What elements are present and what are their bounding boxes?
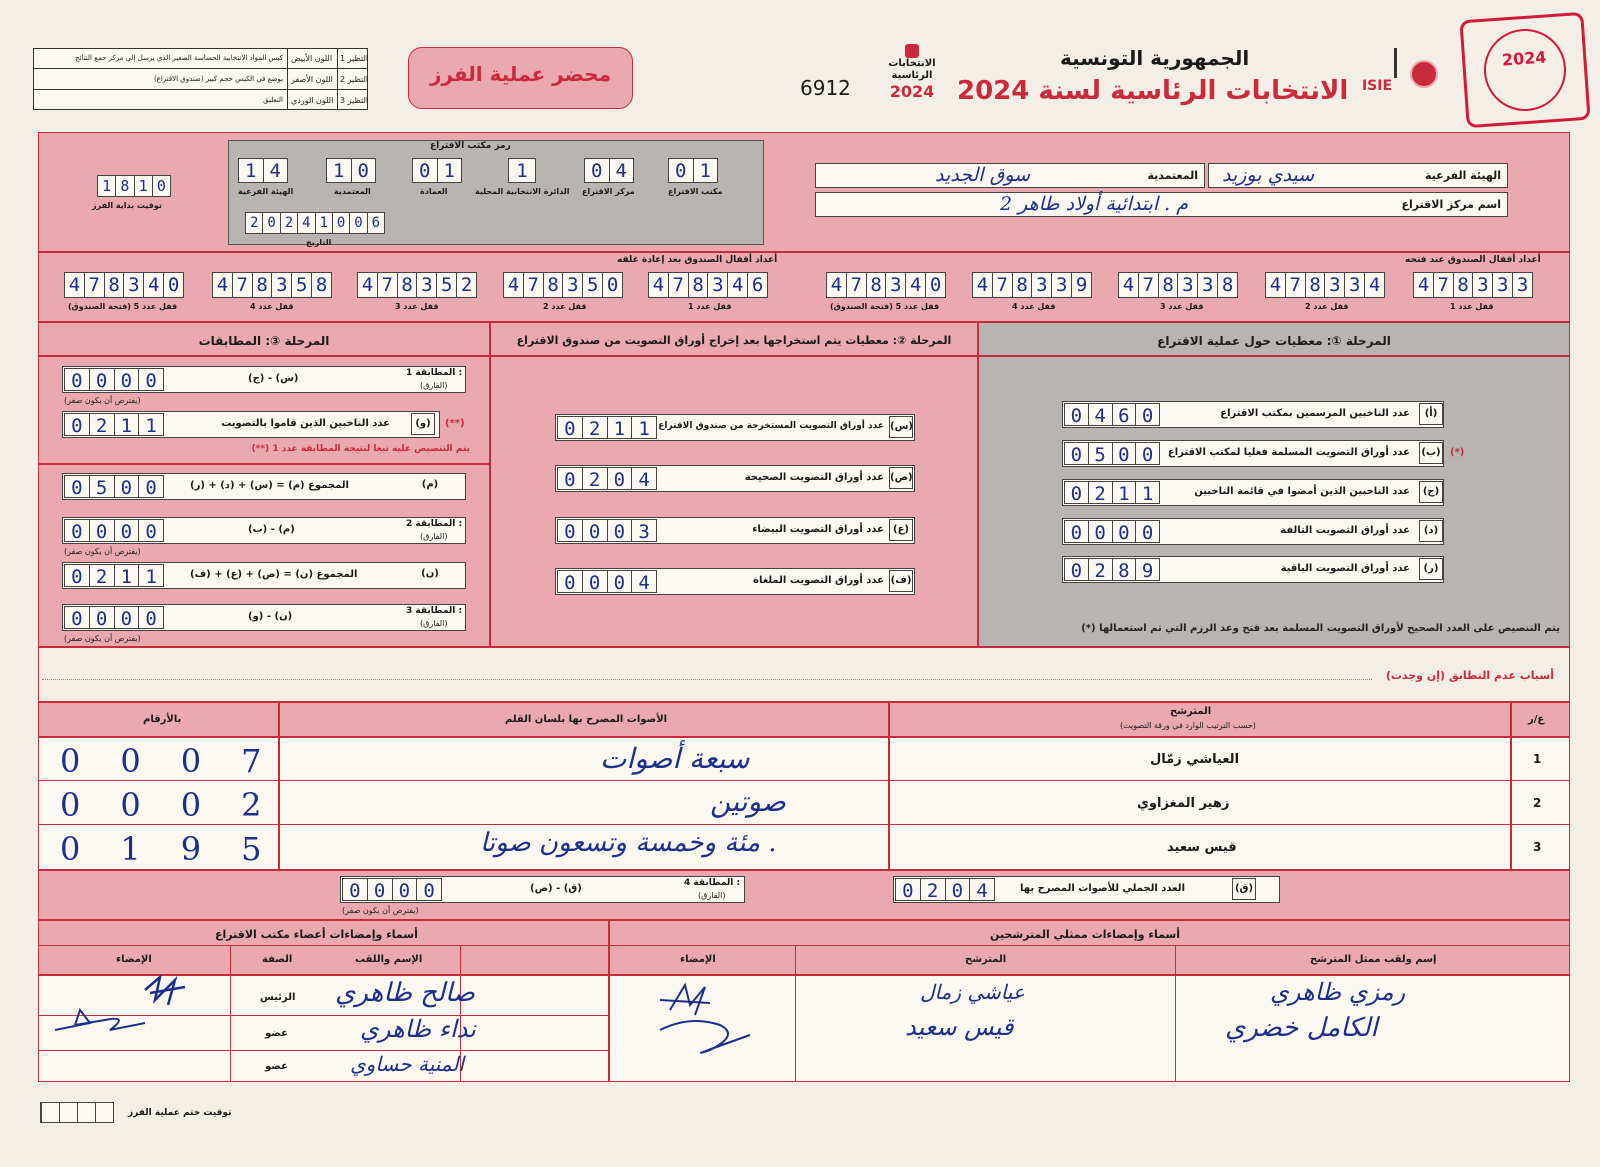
stage2-value-sad: 0 2 0 4: [557, 467, 657, 490]
sum-m-label: المجموع (م) = (س) + (د) + (ر): [190, 480, 349, 491]
lock-close-1-label: قفل عدد 1: [688, 302, 732, 311]
m2-label: المطابقة 2 :: [406, 519, 463, 529]
m3-label: المطابقة 3 :: [406, 606, 463, 616]
m3-sub: (الفارق): [420, 619, 448, 628]
lock-open-4: 4 7 8 3 3 9: [972, 272, 1092, 298]
m2-value: 0 0 0 0: [64, 519, 164, 542]
member-1-role: الرئيس: [260, 992, 296, 1003]
lock-close-3: 4 7 8 3 5 2: [357, 272, 477, 298]
stage2-label-s: عدد أوراق التصويت المستخرجة من صندوق الاقتراع: [658, 421, 884, 431]
stage1-letter-a: (أ): [1419, 403, 1443, 425]
results-col-candidate-sub: (حسب الترتيب الوارد في ورقة التصويت): [1120, 721, 1256, 730]
sum-m-letter: (م): [421, 479, 439, 490]
digit: 1: [315, 213, 332, 233]
logo-text: الانتخابات الرئاسية: [888, 58, 936, 81]
code-box-5: [584, 158, 634, 183]
lock-open-5: 4 7 8 3 4 0: [826, 272, 946, 298]
stage1-letter-c: (ج): [1419, 481, 1443, 503]
end-time-box: [40, 1102, 114, 1123]
results-col-digits: بالأرقام: [143, 714, 182, 725]
results-col-num: ع/ر: [1528, 714, 1545, 725]
envelope-1-color: اللون الأبيض: [291, 54, 333, 63]
result-1-name: العياشي زمّال: [1150, 752, 1240, 767]
sum-m-value: 0 5 0 0: [64, 475, 164, 498]
m2-sub: (الفارق): [420, 532, 448, 541]
m2-formula: (ب) - (م): [248, 524, 295, 535]
isie-text: ISIE: [1361, 78, 1393, 94]
result-2-words: صوتين: [710, 785, 786, 818]
date-box: [245, 212, 385, 234]
digit: 1: [245, 160, 257, 182]
m1-formula: (ج) - (س): [248, 373, 299, 384]
lock-close-5-label: قفل عدد 5 (فتحة الصندوق): [68, 302, 178, 311]
result-1-digits: 0007: [60, 742, 302, 780]
member-2-name: نداء ظاهري: [360, 1015, 476, 1043]
result-3-num: 3: [1533, 840, 1542, 854]
result-1-num: 1: [1533, 752, 1542, 766]
official-stamp: [1459, 12, 1590, 128]
polling-code-title: رمز مكتب الاقتراع: [430, 141, 511, 151]
lock-close-2: 4 7 8 3 5 0: [503, 272, 623, 298]
lock-open-3: 4 7 8 3 3 8: [1118, 272, 1238, 298]
reps-title: أسماء وإمضاءات ممثلي المترشحين: [990, 928, 1181, 941]
total-label: العدد الجملي للأصوات المصرح بها: [1020, 883, 1185, 894]
lock-close-1: 4 7 8 3 4 6: [648, 272, 768, 298]
lock-open-2: 4 7 8 3 3 4: [1265, 272, 1385, 298]
code-label-1: الهيئة الفرعية: [238, 187, 294, 196]
locks-close-title: أعداد أقفال الصندوق بعد إعادة غلقه: [617, 255, 778, 265]
m4-value: 0 0 0 0: [342, 878, 442, 901]
envelope-3-desc: التعليق: [263, 96, 283, 104]
locks-open-title: أعداد أقفال الصندوق عند فتحه: [1405, 255, 1541, 265]
delegation-field: المعتمدية: [815, 163, 1205, 188]
digit: 0: [591, 160, 603, 182]
members-title: أسماء وإمضاءات أعضاء مكتب الاقتراع: [215, 928, 418, 941]
m4-formula: (ص) - (ق): [530, 883, 582, 894]
totals-section: [38, 870, 1570, 920]
member-col-name: الإسم واللقب: [355, 954, 423, 965]
stage1-letter-r: (ر): [1419, 558, 1443, 580]
lock-close-2-label: قفل عدد 2: [543, 302, 587, 311]
digit: 0: [419, 160, 431, 182]
digit: 1: [333, 160, 345, 182]
digit: 0: [675, 160, 687, 182]
stage1-value-a: 0 4 6 0: [1064, 403, 1160, 426]
voters-value: 0 2 1 1: [64, 413, 164, 436]
ballot-icon: [905, 44, 919, 58]
election-title: الانتخابات الرئاسية لسنة 2024: [957, 76, 1349, 106]
isie-lines-icon: [1357, 48, 1397, 78]
stage1-title: المرحلة ①: معطيات حول عملية الاقتراع: [1157, 334, 1391, 348]
digit: 4: [609, 159, 634, 182]
member-1-name: صالح ظاهري: [335, 978, 475, 1008]
member-3-role: عضو: [265, 1061, 288, 1072]
lock-close-4-label: قفل عدد 4: [250, 302, 294, 311]
rep-1-signature: [660, 985, 710, 1015]
stage2-value-s: 0 2 1 1: [557, 416, 657, 439]
code-label-5: مركز الاقتراع: [582, 187, 635, 196]
stamp-year: 2024: [1501, 47, 1548, 70]
lock-open-3-label: قفل عدد 3: [1160, 302, 1204, 311]
member-signatures: [50, 975, 230, 1075]
stage1-value-c: 0 2 1 1: [1064, 481, 1160, 504]
code-label-6: مكتب الاقتراع: [668, 187, 723, 196]
envelope-3-number: التظير 3: [340, 96, 369, 105]
m3-zero-note: (يفترض أن يكون صفر): [64, 634, 141, 643]
isie-logo: [1345, 48, 1409, 116]
digit: 1: [102, 177, 112, 195]
stage2-value-ain: 0 0 0 3: [557, 519, 657, 542]
lock-close-5: 4 7 8 3 4 0: [64, 272, 184, 298]
digit: 8: [115, 176, 133, 196]
m1-value: 0 0 0 0: [64, 368, 164, 391]
rep-col-candidate: المترشح: [965, 954, 1007, 965]
envelope-3-color: اللون الوردي: [291, 96, 334, 105]
code-box-4: [508, 158, 536, 183]
stage1-note: (*) يتم التنصيص على العدد الصحيح لأوراق التصويت المسلمة بعد فتح وعد الرزم التي تم استعمالها: [1081, 623, 1560, 634]
stage2-letter-s: (س): [889, 416, 913, 438]
center-value: م . ابتدائية أولاد طاهر 2: [1000, 193, 1189, 215]
member-col-signature: الإمضاء: [116, 954, 152, 965]
digit: 0: [152, 176, 170, 196]
doc-title: محضر عملية الفرز: [429, 62, 612, 86]
election-logo: [882, 44, 942, 116]
mismatch-label: أسباب عدم التطابق (إن وجدت): [1385, 669, 1554, 682]
result-1-words: سبعة أصوات: [600, 742, 750, 775]
code-box-2: [326, 158, 376, 183]
stage1-label-d: عدد أوراق التصويت التالفة: [1280, 525, 1410, 536]
start-time-box: [97, 175, 171, 197]
lock-open-5-label: قفل عدد 5 (فتحة الصندوق): [830, 302, 940, 311]
envelope-2-number: التظير 2: [340, 75, 369, 84]
sum-n-letter: (ن): [421, 568, 439, 579]
rep-signatures: [650, 975, 780, 1075]
result-3-words: مئة وخمسة وتسعون صوتا .: [480, 828, 777, 858]
rep-2-candidate: قيس سعيد: [905, 1013, 1014, 1041]
m1-sub: (الفارق): [420, 381, 448, 390]
member-col-role: الصفة: [262, 954, 293, 965]
stage1-letter-d: (د): [1419, 520, 1443, 542]
delegation-value: سوق الجديد: [935, 164, 1031, 186]
digit: 0: [351, 159, 376, 182]
envelope-1-desc: كيس المواد الانتخابية الحساسة الصغير الذي يرسل إلى مركز جمع النتائج: [75, 54, 283, 62]
stage2-title: المرحلة ②: معطيات يتم استخراجها بعد إخراج أوراق التصويت من صندوق الاقتراع: [516, 334, 952, 347]
m3-value: 0 0 0 0: [64, 606, 164, 629]
stage1-label-r: عدد أوراق التصويت الباقية: [1280, 563, 1410, 574]
sum-n-label: المجموع (ن) = (ص) + (ع) + (ف): [190, 569, 358, 580]
voters-letter: (و): [411, 413, 435, 435]
stage1-letter-b: (ب): [1419, 442, 1443, 464]
stage3-title: المرحلة ③: المطابقات: [198, 334, 330, 348]
envelope-2-color: اللون الأصفر: [291, 75, 333, 84]
code-box-3: [412, 158, 462, 183]
result-2-digits: 0002: [60, 786, 302, 824]
stage1-star: (*): [1450, 447, 1465, 458]
total-value: 0 2 0 4: [895, 878, 995, 901]
stage1-value-b: 0 5 0 0: [1064, 442, 1160, 465]
result-3-digits: 0195: [60, 830, 302, 868]
member-2-signature: [55, 1010, 145, 1030]
stage2-letter-fa: (ف): [889, 570, 913, 592]
digit: 2: [280, 213, 297, 233]
stage2-label-fa: عدد أوراق التصويت الملغاة: [753, 575, 884, 586]
total-letter: (ق): [1232, 878, 1256, 900]
digit: 2: [249, 215, 259, 231]
envelope-2-desc: يوضع في الكيس حجم كبير (صندوق الاقتراع): [153, 75, 283, 83]
stage2-label-sad: عدد أوراق التصويت الصحيحة: [744, 472, 884, 483]
sub-authority-field: الهيئة الفرعية: [1208, 163, 1508, 188]
voters-stars: (**): [445, 418, 465, 429]
m4-label: المطابقة 4 :: [684, 878, 741, 888]
lock-open-1: 4 7 8 3 3 3: [1413, 272, 1533, 298]
rep-2-signature: [660, 1021, 750, 1053]
stage2-letter-sad: (ص): [889, 467, 913, 489]
rep-col-name: إسم ولقب ممثل المترشح: [1310, 954, 1437, 965]
digit: 4: [263, 159, 288, 182]
code-box-1: [238, 158, 288, 183]
digit: 1: [437, 159, 462, 182]
result-2-name: زهير المغزاوي: [1137, 796, 1230, 811]
voters-label: عدد الناخبين الذين قاموا بالتصويت: [221, 418, 390, 429]
code-label-2: المعتمدية: [334, 187, 371, 196]
lock-open-4-label: قفل عدد 4: [1012, 302, 1056, 311]
stage2-value-fa: 0 0 0 4: [557, 570, 657, 593]
code-box-6: [668, 158, 718, 183]
result-3-name: قيس سعيد: [1167, 840, 1237, 855]
logo-year: 2024: [889, 82, 935, 101]
stage1-label-c: عدد الناخبين الذين أمضوا في قائمة الناخبين: [1194, 486, 1410, 497]
date-label: التاريخ: [306, 238, 332, 247]
results-col-candidate: المترشح: [1170, 706, 1212, 717]
result-2-num: 2: [1533, 796, 1542, 810]
member-2-role: عضو: [265, 1028, 288, 1039]
country-title: الجمهورية التونسية: [1060, 46, 1250, 70]
m1-label: المطابقة 1 :: [406, 368, 463, 378]
m4-zero-note: (يفترض أن يكون صفر): [342, 906, 419, 915]
lock-close-3-label: قفل عدد 3: [395, 302, 439, 311]
digit: 4: [297, 213, 314, 233]
stage2-label-ain: عدد أوراق التصويت البيضاء: [752, 524, 884, 535]
rep-1-name: رمزي ظاهري: [1270, 978, 1406, 1006]
stage1-label-a: عدد الناخبين المرسمين بمكتب الاقتراع: [1220, 408, 1410, 419]
member-3-name: المنية حساوي: [350, 1052, 464, 1076]
sum-n-value: 0 2 1 1: [64, 564, 164, 587]
code-label-4: الدائرة الانتخابية المحلية: [475, 187, 570, 196]
results-col-words: الأصوات المصرح بها بلسان القلم: [505, 714, 668, 725]
rep-col-signature: الإمضاء: [680, 954, 716, 965]
digit: 1: [134, 176, 152, 196]
member-1-signature: [145, 977, 185, 1005]
digit: 0: [262, 213, 279, 233]
start-time-label: توقيت بداية الفرز: [92, 201, 162, 210]
stage2-letter-ain: (ع): [889, 519, 913, 541]
stage1-label-b: عدد أوراق التصويت المسلمة فعليا لمكتب الاقتراع: [1167, 447, 1410, 458]
sub-authority-value: سيدي بوزيد: [1222, 164, 1315, 186]
stage1-value-r: 0 2 8 9: [1064, 558, 1160, 581]
doc-number: 6912: [800, 76, 851, 100]
tunisia-flag-icon: [1410, 60, 1438, 88]
envelope-1-number: التظير 1: [340, 54, 369, 63]
center-field: اسم مركز الاقتراع: [815, 192, 1508, 217]
digit: 0: [332, 213, 349, 233]
digit: 0: [349, 213, 366, 233]
digit: 6: [367, 213, 384, 233]
code-label-3: العمادة: [420, 187, 448, 196]
mismatch-section: [38, 647, 1570, 702]
voters-note: (**) يتم التنصيص عليه تبعا لنتيجة المطابقة عدد 1: [251, 444, 470, 454]
digit: 1: [693, 159, 718, 182]
m4-sub: (الفارق): [698, 891, 726, 900]
rep-1-candidate: عياشي زمال: [920, 980, 1025, 1004]
m2-zero-note: (يفترض أن يكون صفر): [64, 547, 141, 556]
stage1-value-d: 0 0 0 0: [1064, 520, 1160, 543]
lock-open-1-label: قفل عدد 1: [1450, 302, 1494, 311]
end-time-label: توقيت ختم عملية الفرز: [128, 1108, 232, 1118]
digit: 1: [516, 160, 528, 182]
lock-close-4: 4 7 8 3 5 8: [212, 272, 332, 298]
m1-zero-note: (يفترض أن يكون صفر): [64, 396, 141, 405]
m3-formula: (و) - (ن): [248, 611, 293, 622]
rep-2-name: الكامل خضري: [1225, 1013, 1378, 1043]
lock-open-2-label: قفل عدد 2: [1305, 302, 1349, 311]
